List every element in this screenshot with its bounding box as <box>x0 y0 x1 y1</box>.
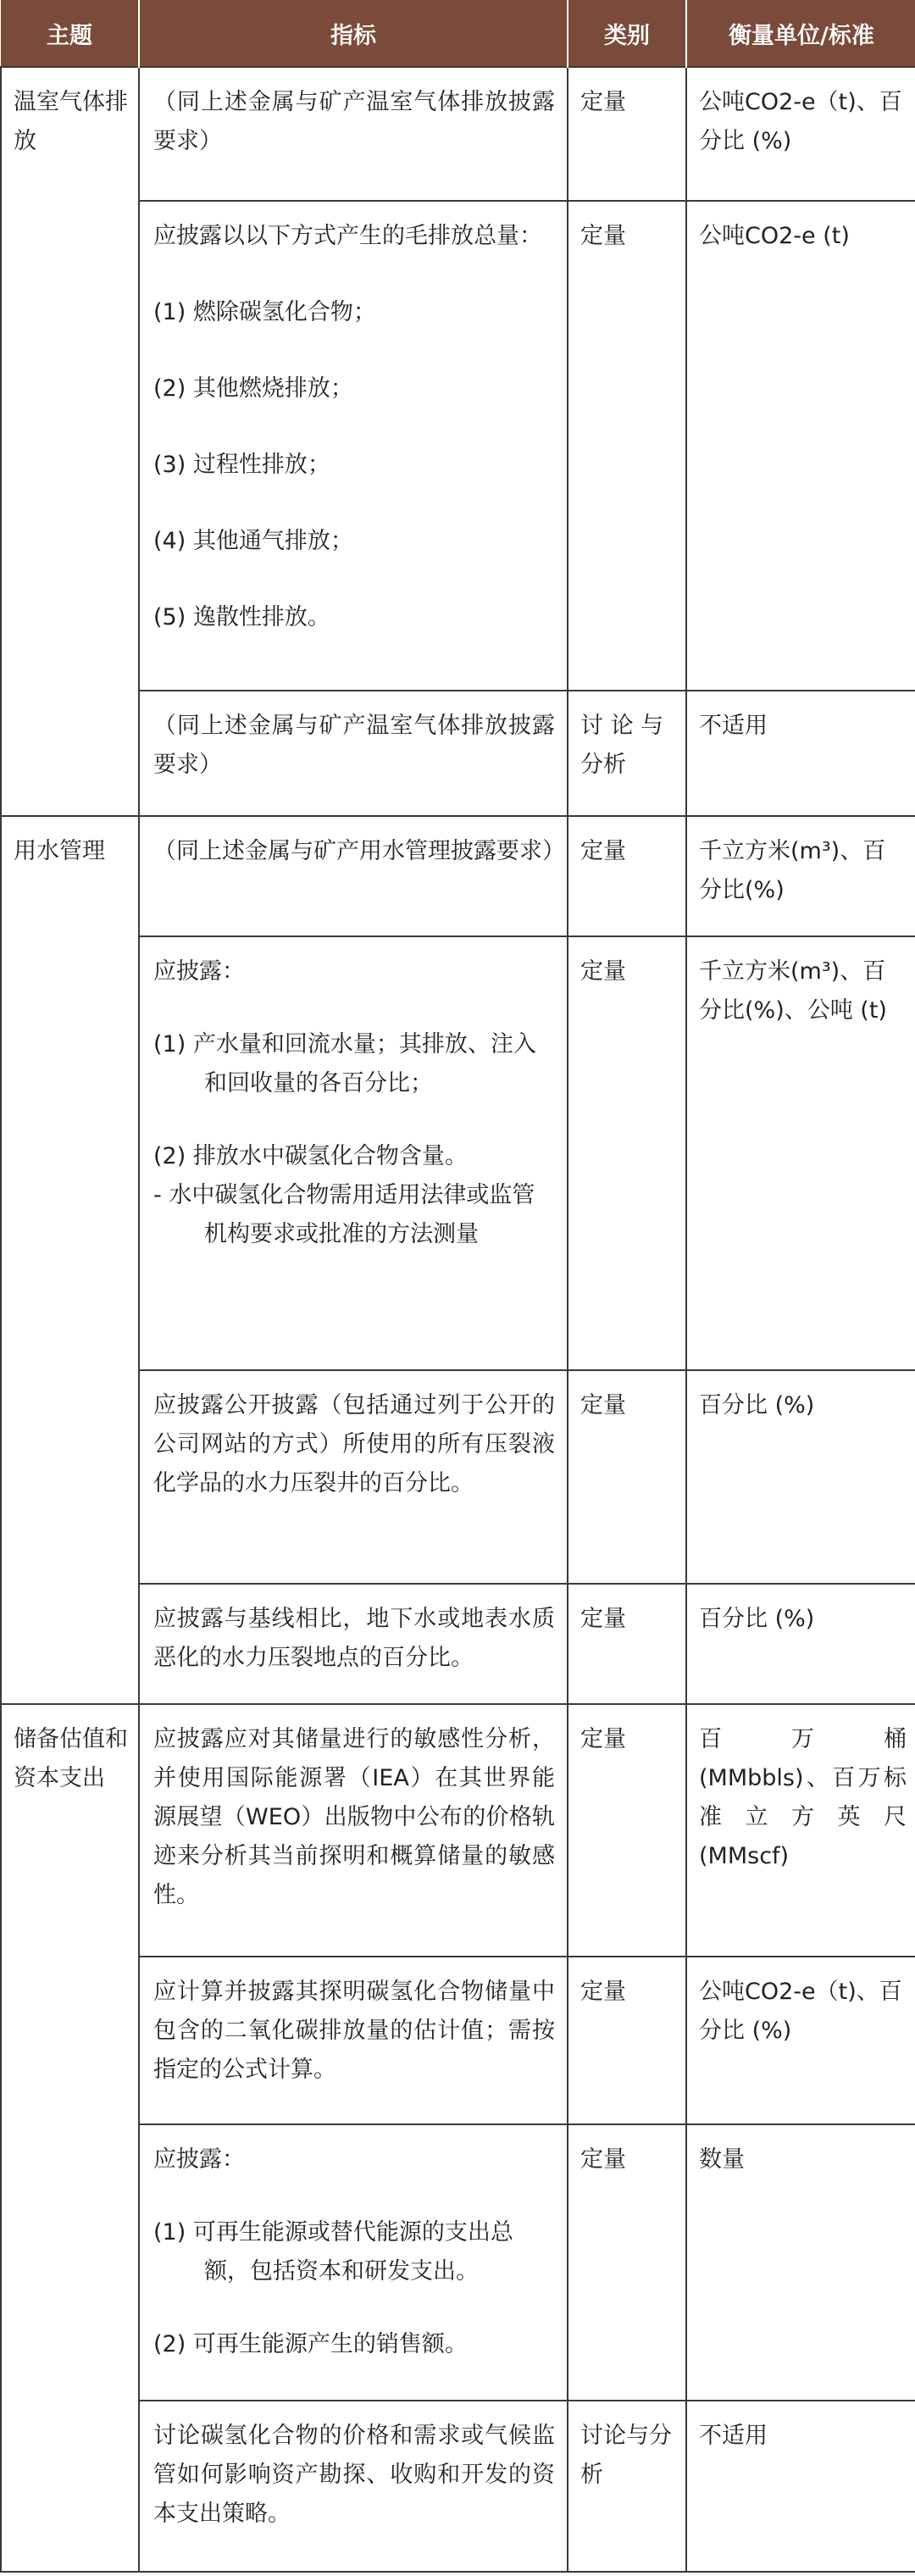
list-item: (4) 其他通气排放； <box>153 528 353 554</box>
category-cell: 定量 <box>568 2124 686 2401</box>
list-note: - 水中碳氢化合物需用适用法律或监管机构要求或批准的方法测量 <box>153 1182 535 1247</box>
table-row <box>1 67 915 201</box>
table-row <box>1 816 915 936</box>
unit-cell: 百分比 (%) <box>686 1584 915 1704</box>
unit-cell: 千立方米(m³)、百分比(%)、公吨 (t) <box>686 936 915 1370</box>
unit-cell: 百 万 桶 (MMbbls)、百万标准立方英尺 (MMscf) <box>686 1704 915 1957</box>
header-topic: 主题 <box>1 0 139 67</box>
unit-cell: 不适用 <box>686 691 915 816</box>
category-cell: 定量 <box>568 816 686 936</box>
topic-ghg: 温室气体排放 <box>1 67 139 816</box>
unit-cell: 不适用 <box>686 2401 915 2572</box>
indicator-lead: 应披露： <box>153 958 245 985</box>
indicator-lead: 应披露： <box>153 2146 245 2173</box>
indicator-cell: 应披露应对其储量进行的敏感性分析，并使用国际能源署（IEA）在其世界能源展望（WEO）出版物中公布的价格轨迹来分析其当前探明和概算储量的敏感性。 <box>139 1704 568 1957</box>
indicator-lead: 应披露以以下方式产生的毛排放总量： <box>153 223 542 249</box>
table-header <box>1 0 915 67</box>
indicator-cell: （同上述金属与矿产温室气体排放披露要求） <box>139 67 568 201</box>
header-category: 类别 <box>568 0 686 67</box>
unit-cell: 公吨CO2-e (t) <box>686 201 915 691</box>
indicator-cell: （同上述金属与矿产温室气体排放披露要求） <box>139 691 568 816</box>
list-item: (1) 可再生能源或替代能源的支出总额，包括资本和研发支出。 <box>153 2219 513 2285</box>
header-unit: 衡量单位/标准 <box>729 22 874 49</box>
list-item: (2) 其他燃烧排放； <box>153 375 353 402</box>
category-cell: 定量 <box>568 1584 686 1704</box>
indicator-cell: 讨论碳氢化合物的价格和需求或气候监管如何影响资产勘探、收购和开发的资本支出策略。 <box>139 2401 568 2572</box>
list-item: (1) 产水量和回流水量；其排放、注入和回收量的各百分比； <box>153 1031 536 1096</box>
header-row <box>1 0 915 67</box>
indicator-cell: 应披露公开披露（包括通过列于公开的公司网站的方式）所使用的所有压裂液化学品的水力压裂井的百分比。 <box>139 1370 568 1584</box>
list-item: (2) 可再生能源产生的销售额。 <box>153 2331 468 2357</box>
category-cell: 定量 <box>568 67 686 201</box>
table-row <box>1 1704 915 1957</box>
indicator-cell: 应披露与基线相比，地下水或地表水质恶化的水力压裂地点的百分比。 <box>139 1584 568 1704</box>
unit-cell: 公吨CO2-e（t)、百分比 (%) <box>686 67 915 201</box>
list-item: (5) 逸散性排放。 <box>153 604 330 630</box>
topic-reserves: 储备估值和资本支出 <box>1 1704 139 2572</box>
indicator-cell <box>139 936 568 1370</box>
category-cell: 定量 <box>568 201 686 691</box>
unit-cell: 千立方米(m³)、百分比(%) <box>686 816 915 936</box>
unit-cell: 百分比 (%) <box>686 1370 915 1584</box>
topic-water: 用水管理 <box>1 816 139 1704</box>
list-item: (2) 排放水中碳氢化合物含量。 <box>153 1143 468 1169</box>
header-indicator: 指标 <box>139 0 568 67</box>
list-item: (3) 过程性排放； <box>153 452 330 478</box>
category-cell: 定量 <box>568 1704 686 1957</box>
category-cell: 定量 <box>568 936 686 1370</box>
unit-cell: 数量 <box>686 2124 915 2401</box>
indicator-cell: （同上述金属与矿产用水管理披露要求） <box>139 816 568 936</box>
category-cell: 定量 <box>568 1957 686 2124</box>
list-item: (1) 燃除碳氢化合物； <box>153 299 376 325</box>
category-cell: 讨论与分析 <box>568 2401 686 2572</box>
indicator-cell <box>139 2124 568 2401</box>
category-cell: 定量 <box>568 1370 686 1584</box>
indicator-cell <box>139 201 568 691</box>
category-cell: 讨 论 与 分析 <box>568 691 686 816</box>
unit-cell: 公吨CO2-e（t)、百分比 (%) <box>686 1957 915 2124</box>
indicator-cell: 应计算并披露其探明碳氢化合物储量中包含的二氧化碳排放量的估计值；需按指定的公式计算。 <box>139 1957 568 2124</box>
